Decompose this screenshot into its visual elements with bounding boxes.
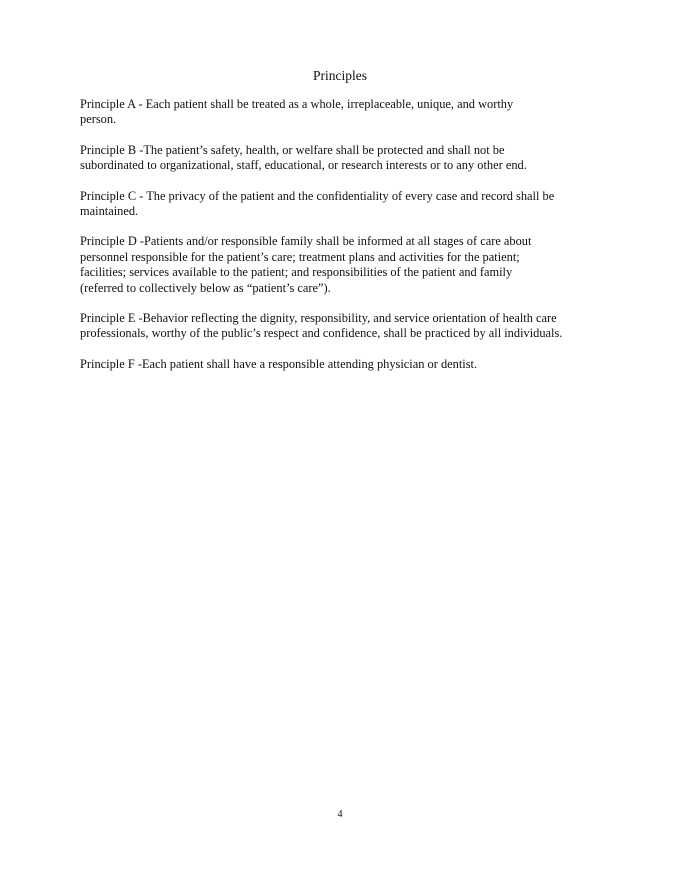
principles-list (80, 97, 602, 387)
principle-f-line-1: Principle F -Each patient shall have a responsible attending physician or dentist. (80, 356, 478, 371)
principle-a-line-1: Principle A - Each patient shall be treated as a whole, irreplaceable, unique, and worthy (80, 97, 514, 111)
principle-f-paragraph (80, 357, 602, 372)
principle-d-line-4: (referred to collectively below as “patient’s care”). (80, 280, 331, 295)
principle-d-paragraph (80, 234, 602, 296)
principle-b-line-1: Principle B -The patient’s safety, health, or welfare shall be protected and shall not be (80, 142, 505, 157)
principle-e-paragraph (80, 311, 602, 342)
principle-c-line-1: Principle C - The privacy of the patient and the confidentiality of every case and record shall be (80, 188, 555, 203)
principle-c-paragraph (80, 189, 602, 220)
page-number: 4 (337, 809, 343, 820)
page-title: Principles (313, 68, 367, 83)
principle-b-line-2: subordinated to organizational, staff, educational, or research interests or to any other end. (80, 158, 527, 173)
principle-d-line-1: Principle D -Patients and/or responsible family shall be informed at all stages of care about (80, 234, 532, 249)
principle-d-line-2: personnel responsible for the patient’s care; treatment plans and activities for the patient; (80, 249, 520, 264)
principle-d-line-3: facilities; services available to the patient; and responsibilities of the patient and family (80, 265, 513, 280)
principle-e-line-1: Principle E -Behavior reflecting the dignity, responsibility, and service orientation of health care (80, 311, 557, 326)
principle-e-line-2: professionals, worthy of the public’s respect and confidence, shall be practiced by all individuals. (80, 326, 563, 341)
principle-a-line-2: person. (80, 112, 117, 127)
principle-a-paragraph (80, 97, 602, 128)
principle-c-line-2: maintained. (80, 204, 139, 219)
principle-b-paragraph (80, 143, 602, 174)
